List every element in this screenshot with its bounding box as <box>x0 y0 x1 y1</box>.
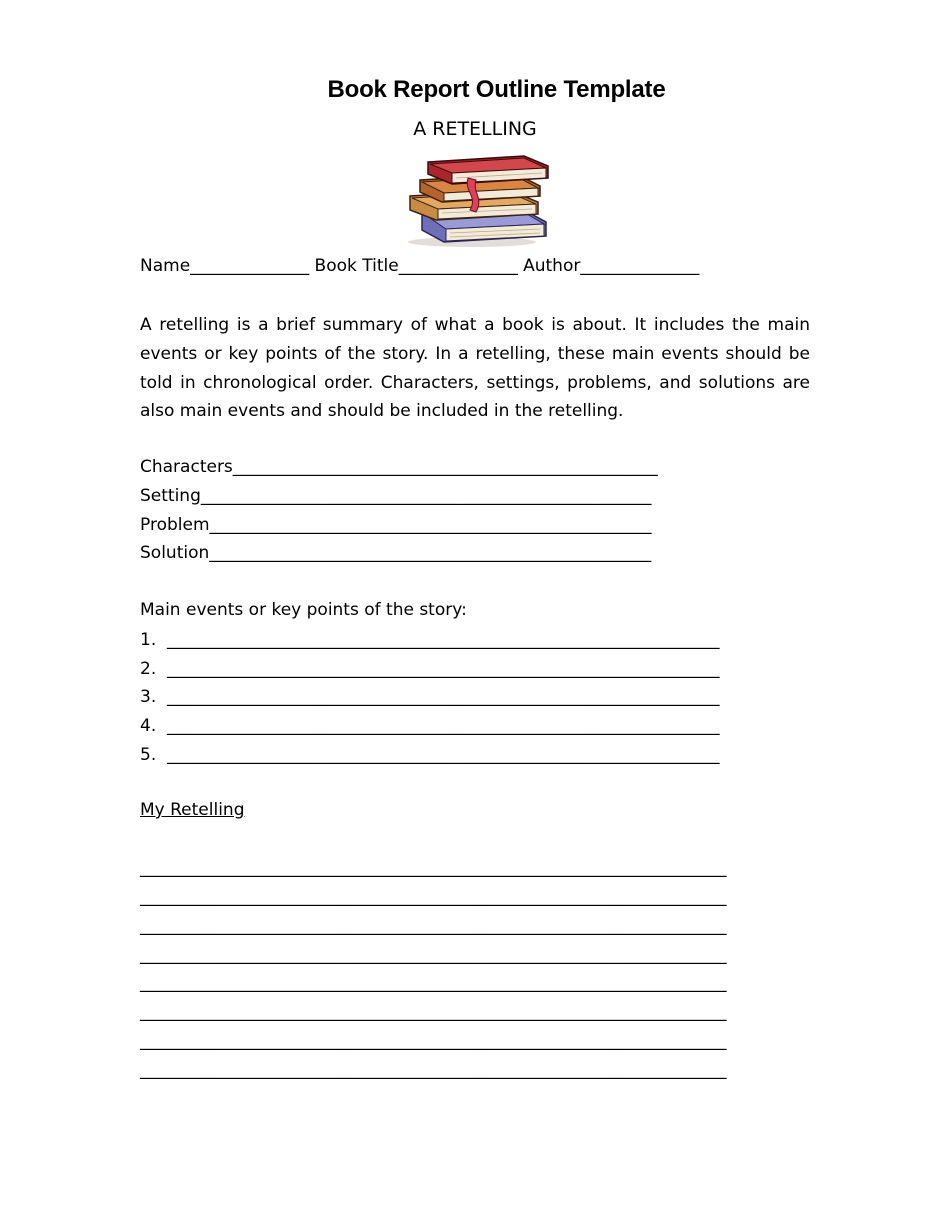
main-event-5-field[interactable]: 5. _________________________________________________________________ <box>140 745 720 765</box>
retelling-line[interactable]: _____________________________________________________________________ <box>140 916 727 936</box>
main-event-2-field[interactable]: 2. _________________________________________________________________ <box>140 659 720 679</box>
main-event-3-field[interactable]: 3. _________________________________________________________________ <box>140 687 720 707</box>
main-events-heading: Main events or key points of the story: <box>140 600 467 620</box>
problem-field[interactable]: Problem____________________________________________________ <box>140 515 652 535</box>
main-event-4-field[interactable]: 4. _________________________________________________________________ <box>140 716 720 736</box>
retelling-line[interactable]: _____________________________________________________________________ <box>140 1002 727 1022</box>
retelling-line[interactable]: _____________________________________________________________________ <box>140 887 727 907</box>
solution-field[interactable]: Solution____________________________________________________ <box>140 543 652 563</box>
page-subtitle: A RETELLING <box>413 118 537 140</box>
page-title: Book Report Outline Template <box>327 76 666 103</box>
characters-field[interactable]: Characters__________________________________________________ <box>140 457 658 477</box>
setting-field[interactable]: Setting_____________________________________________________ <box>140 486 652 506</box>
intro-paragraph: A retelling is a brief summary of what a book is about. It includes the main events or key points of the story. In a retelling, these main events should be told in chronological order. Characters, settings, problems, and solutions are also main events and should be included in the retelling. <box>140 315 810 422</box>
stack-of-books-icon <box>400 152 552 250</box>
retelling-line[interactable]: _____________________________________________________________________ <box>140 858 727 878</box>
my-retelling-heading: My Retelling <box>140 800 245 820</box>
retelling-line[interactable]: _____________________________________________________________________ <box>140 945 727 965</box>
retelling-line[interactable]: _____________________________________________________________________ <box>140 1060 727 1080</box>
retelling-line[interactable]: _____________________________________________________________________ <box>140 973 727 993</box>
main-event-1-field[interactable]: 1. _________________________________________________________________ <box>140 630 720 650</box>
retelling-line[interactable]: _____________________________________________________________________ <box>140 1031 727 1051</box>
student-info-fields[interactable]: Name______________ Book Title______________ Author______________ <box>140 256 700 276</box>
